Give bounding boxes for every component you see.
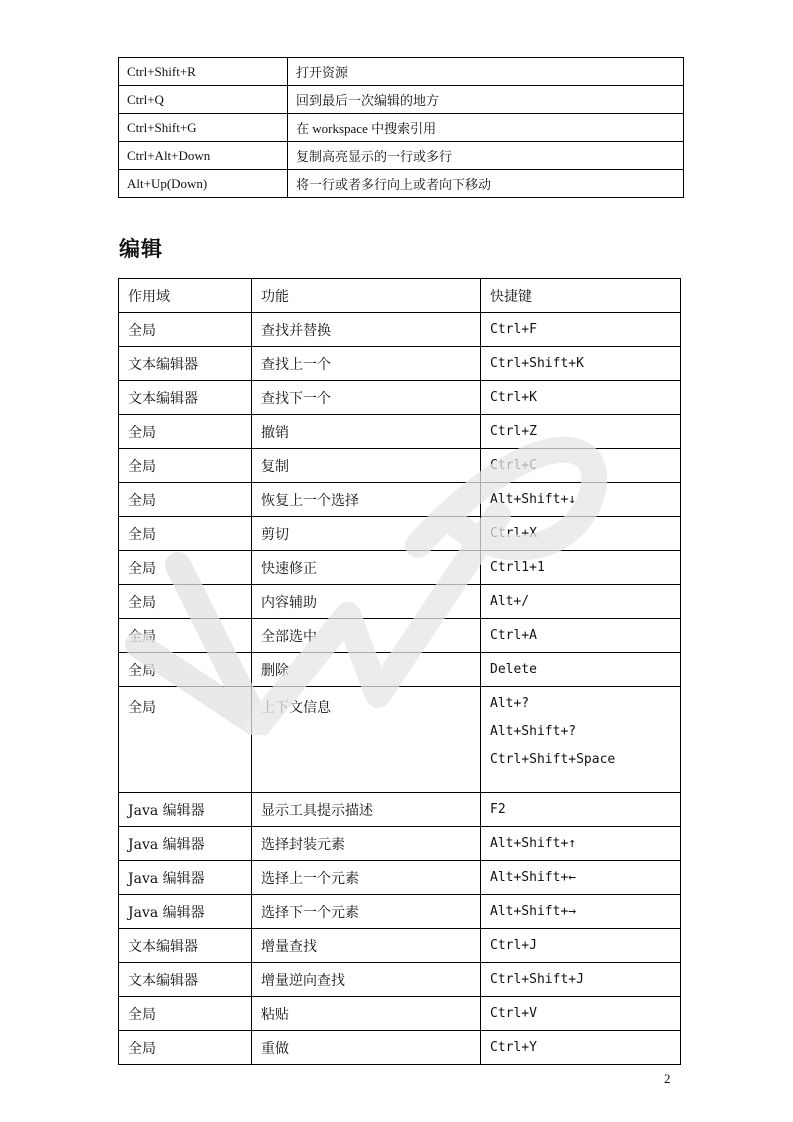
function-cell: 查找上一个 [252,347,481,381]
table-row [119,653,681,687]
table-row [119,86,684,114]
shortcut-desc-cell: 复制高亮显示的一行或多行 [288,142,684,170]
table-header-row [119,279,681,313]
shortcut-cell: Delete [481,653,681,687]
shortcut-cell: Alt+Shift+← [481,861,681,895]
column-header-shortcut: 快捷键 [481,279,681,313]
scope-cell: 全局 [119,585,252,619]
scope-cell: Java 编辑器 [119,861,252,895]
scope-cell: 全局 [119,619,252,653]
table-row [119,997,681,1031]
column-header-scope: 作用域 [119,279,252,313]
function-cell: 全部选中 [252,619,481,653]
table-row [119,929,681,963]
shortcut-desc-cell: 回到最后一次编辑的地方 [288,86,684,114]
shortcut-cell: Ctrl+Y [481,1031,681,1065]
table-row [119,585,681,619]
scope-cell: 全局 [119,483,252,517]
shortcut-line: Alt+Shift+? [490,724,577,739]
function-cell: 剪切 [252,517,481,551]
table-row [119,58,684,86]
shortcut-cell: Alt+Shift+↑ [481,827,681,861]
scope-cell: Java 编辑器 [119,827,252,861]
shortcut-cell: Ctrl+J [481,929,681,963]
section-heading: 编辑 [119,237,163,261]
scope-cell: 文本编辑器 [119,929,252,963]
function-cell: 选择上一个元素 [252,861,481,895]
shortcut-line: Ctrl+Shift+Space [490,752,616,767]
table-row [119,517,681,551]
shortcut-cell: Ctrl+X [481,517,681,551]
shortcut-cell: Ctrl+Shift+K [481,347,681,381]
shortcut-cell: Alt+Shift+→ [481,895,681,929]
table-row [119,1031,681,1065]
shortcut-cell: Ctrl+V [481,997,681,1031]
function-cell: 上下文信息 [252,687,481,793]
shortcut-cell: Ctrl1+1 [481,551,681,585]
function-cell: 选择下一个元素 [252,895,481,929]
shortcut-cell: Ctrl+Z [481,415,681,449]
table-row [119,381,681,415]
scope-cell: 全局 [119,313,252,347]
shortcut-cell: Ctrl+C [481,449,681,483]
function-cell: 删除 [252,653,481,687]
table-row [119,347,681,381]
scope-cell: 文本编辑器 [119,381,252,415]
scope-cell: 全局 [119,415,252,449]
shortcut-cell: Ctrl+F [481,313,681,347]
scope-cell: 文本编辑器 [119,963,252,997]
table-row [119,313,681,347]
shortcut-table-continued [118,57,684,198]
scope-cell: 全局 [119,653,252,687]
table-row [119,963,681,997]
function-cell: 复制 [252,449,481,483]
shortcut-key-cell: Alt+Up(Down) [119,170,288,198]
function-cell: 查找并替换 [252,313,481,347]
shortcut-desc-cell: 将一行或者多行向上或者向下移动 [288,170,684,198]
shortcut-key-cell: Ctrl+Shift+G [119,114,288,142]
table-row [119,619,681,653]
table-row [119,793,681,827]
scope-cell: Java 编辑器 [119,793,252,827]
column-header-function: 功能 [252,279,481,313]
table-row [119,114,684,142]
scope-cell: 全局 [119,687,252,793]
scope-cell: 全局 [119,997,252,1031]
shortcut-cell: Alt+/ [481,585,681,619]
scope-cell: Java 编辑器 [119,895,252,929]
shortcut-key-cell: Ctrl+Q [119,86,288,114]
shortcut-desc-cell: 在 workspace 中搜索引用 [288,114,684,142]
function-cell: 撤销 [252,415,481,449]
function-cell: 内容辅助 [252,585,481,619]
function-cell: 重做 [252,1031,481,1065]
shortcut-line: Alt+? [490,696,530,711]
function-cell: 查找下一个 [252,381,481,415]
table-row [119,551,681,585]
shortcut-desc-cell: 打开资源 [288,58,684,86]
table-row [119,861,681,895]
function-cell: 显示工具提示描述 [252,793,481,827]
table-row [119,827,681,861]
scope-cell: 文本编辑器 [119,347,252,381]
table-row [119,449,681,483]
scope-cell: 全局 [119,517,252,551]
shortcut-cell: Ctrl+K [481,381,681,415]
scope-cell: 全局 [119,551,252,585]
shortcut-cell: F2 [481,793,681,827]
shortcut-key-cell: Ctrl+Alt+Down [119,142,288,170]
page-number: 2 [664,1071,671,1086]
function-cell: 增量逆向查找 [252,963,481,997]
table-row [119,895,681,929]
function-cell: 粘贴 [252,997,481,1031]
shortcut-cell: Ctrl+A [481,619,681,653]
edit-shortcuts-table [118,278,681,1065]
table-row [119,687,681,793]
function-cell: 快速修正 [252,551,481,585]
table-row [119,483,681,517]
function-cell: 选择封装元素 [252,827,481,861]
scope-cell: 全局 [119,1031,252,1065]
shortcut-key-cell: Ctrl+Shift+R [119,58,288,86]
shortcut-cell: Alt+Shift+↓ [481,483,681,517]
table-row [119,415,681,449]
shortcut-cell-multiline [481,687,681,793]
scope-cell: 全局 [119,449,252,483]
table-row [119,170,684,198]
function-cell: 增量查找 [252,929,481,963]
function-cell: 恢复上一个选择 [252,483,481,517]
shortcut-cell: Ctrl+Shift+J [481,963,681,997]
table-row [119,142,684,170]
